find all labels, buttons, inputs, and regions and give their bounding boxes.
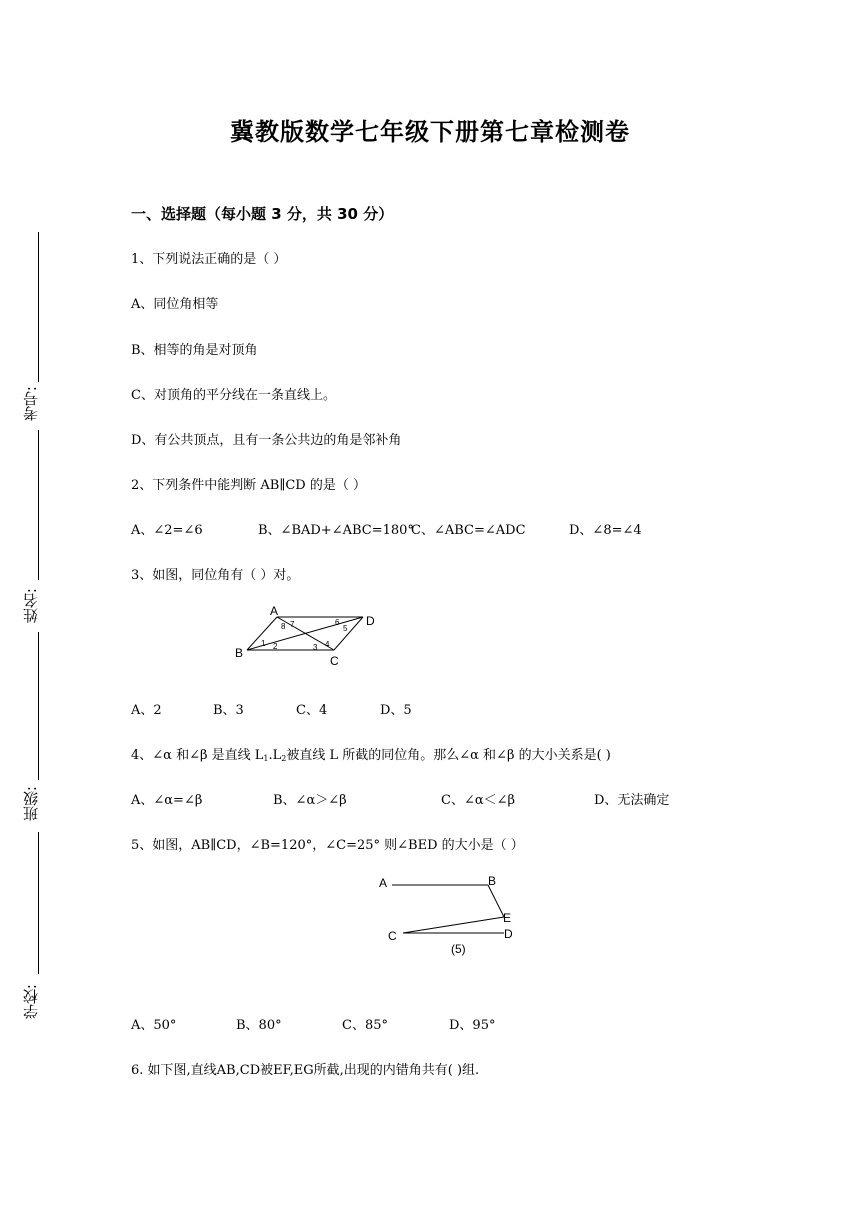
class-label: 班级: xyxy=(22,786,40,822)
figure5-label-a: A xyxy=(379,876,388,890)
figure3-angle-2: 2 xyxy=(273,642,278,651)
question-3-figure xyxy=(230,603,390,669)
margin-line-1 xyxy=(38,232,39,382)
question-4-stem xyxy=(131,744,611,763)
figure3-label-a: A xyxy=(270,604,279,618)
question-2-stem: 2、下列条件中能判断 AB∥CD 的是（ ） xyxy=(131,478,366,493)
figure3-angle-5: 5 xyxy=(343,624,348,633)
question-4-stem-mid: .L xyxy=(268,748,282,763)
question-3-option-c: C、4 xyxy=(296,703,328,718)
figure3-angle-3: 3 xyxy=(313,643,318,652)
figure5-label-e: E xyxy=(503,911,512,925)
question-3-stem: 3、如图，同位角有（ ）对。 xyxy=(131,568,300,583)
question-3-option-a: A、2 xyxy=(131,703,162,718)
figure3-label-b: B xyxy=(235,646,244,660)
figure3-angle-7: 7 xyxy=(290,620,295,629)
margin-line-4 xyxy=(38,832,39,974)
section-heading: 一、选择题（每小题 3 分，共 30 分） xyxy=(131,205,394,223)
question-2-option-b: B、∠BAD+∠ABC=180° xyxy=(258,523,414,538)
question-3-option-b: B、3 xyxy=(213,703,244,718)
question-5-option-c: C、85° xyxy=(342,1018,388,1033)
page-title: 冀教版数学七年级下册第七章检测卷 xyxy=(230,118,630,146)
school-label: 学校: xyxy=(22,984,40,1020)
question-2-option-c: C、∠ABC=∠ADC xyxy=(411,523,526,538)
figure5-label-b: B xyxy=(488,874,497,888)
figure5-label-c: C xyxy=(388,929,397,943)
question-4-option-b: B、∠α＞∠β xyxy=(273,793,347,808)
figure3-label-d: D xyxy=(366,614,375,628)
question-5-stem: 5、如图，AB∥CD，∠B=120°，∠C=25° 则∠BED 的大小是（ ） xyxy=(131,838,524,853)
question-2-option-d: D、∠8=∠4 xyxy=(569,523,642,538)
figure5-caption: (5) xyxy=(451,942,466,956)
question-5-option-b: B、80° xyxy=(236,1018,282,1033)
name-label: 姓名: xyxy=(22,588,40,624)
figure3-angle-4: 4 xyxy=(325,640,330,649)
question-1-stem: 1、下列说法正确的是（ ） xyxy=(131,252,287,267)
question-4-subscript-1: 1 xyxy=(263,754,269,763)
question-3-option-d: D、5 xyxy=(380,703,412,718)
figure3-label-c: C xyxy=(330,654,339,668)
question-5-option-a: A、50° xyxy=(131,1018,177,1033)
margin-line-2 xyxy=(38,430,39,580)
question-5-figure xyxy=(375,870,525,960)
question-4-option-a: A、∠α=∠β xyxy=(131,793,203,808)
question-2-option-a: A、∠2=∠6 xyxy=(131,523,203,538)
figure3-angle-8: 8 xyxy=(281,622,286,631)
margin-line-3 xyxy=(38,632,39,780)
question-1-option-b: B、相等的角是对顶角 xyxy=(131,343,258,358)
figure3-angle-1: 1 xyxy=(261,639,266,648)
question-5-option-d: D、95° xyxy=(449,1018,496,1033)
question-1-option-c: C、对顶角的平分线在一条直线上。 xyxy=(131,388,336,403)
question-4-option-c: C、∠α＜∠β xyxy=(441,793,516,808)
question-4-option-d: D、无法确定 xyxy=(594,793,670,808)
figure5-label-d: D xyxy=(504,927,513,941)
question-4-stem-end: 被直线 L 所截的同位角。那么∠α 和∠β 的大小关系是( ) xyxy=(286,748,611,763)
question-4-subscript-2: 2 xyxy=(281,754,287,763)
question-1-option-a: A、同位角相等 xyxy=(131,297,219,312)
question-1-option-d: D、有公共顶点，且有一条公共边的角是邻补角 xyxy=(131,433,402,448)
question-6-stem: 6. 如下图,直线AB,CD被EF,EG所截,出现的内错角共有( )组. xyxy=(131,1063,480,1078)
question-4-stem-start: 4、∠α 和∠β 是直线 L xyxy=(131,748,264,763)
exam-number-label: 考号: xyxy=(22,386,40,422)
figure3-angle-6: 6 xyxy=(335,618,340,627)
